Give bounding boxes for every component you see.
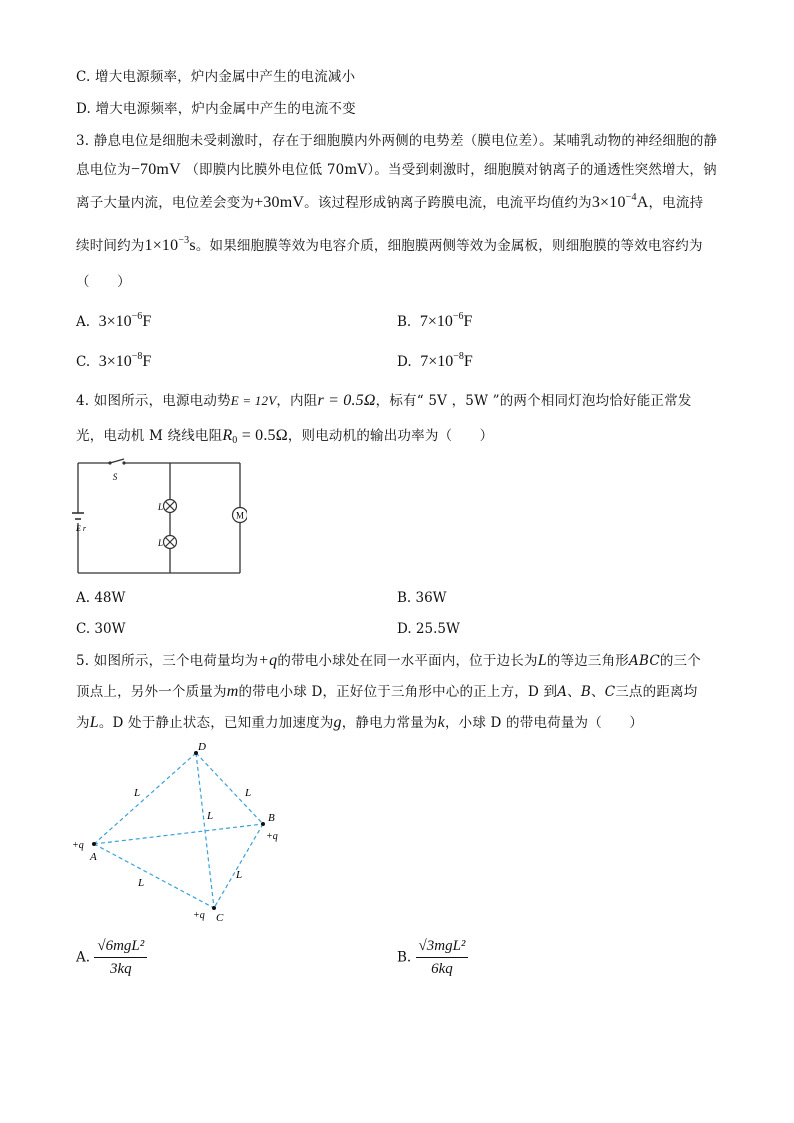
q3-text: 离子大量内流，电位差会变为 xyxy=(76,195,255,211)
q4-option-d[interactable]: D. 25.5W xyxy=(397,621,460,637)
charge-B: +q xyxy=(266,831,278,842)
point-B xyxy=(261,822,265,826)
q4-internal-resistance: r = 0.5Ω xyxy=(317,392,376,409)
point-A xyxy=(92,842,96,846)
label-L-DA: L xyxy=(134,787,141,799)
q4-option-c[interactable]: C. 30W xyxy=(76,621,126,637)
q4-emf: E = 12V xyxy=(230,393,277,408)
motor-label: M xyxy=(235,510,245,521)
switch-label: S xyxy=(112,472,118,482)
q3-text: 。该过程形成钠离子跨膜电流，电流平均值约为 xyxy=(304,195,592,211)
q4-option-b[interactable]: B. 36W xyxy=(397,590,447,606)
q4-option-a[interactable]: A. 48W xyxy=(76,590,126,606)
charge-C: +q xyxy=(193,910,205,921)
lamp-2 xyxy=(164,536,177,549)
lamp2-label: L xyxy=(158,538,164,548)
q3-option-c[interactable]: C. $3\times 10^{-8}F$ xyxy=(76,351,152,370)
source-label: E r xyxy=(76,524,86,533)
q3-resting-potential: −70mV xyxy=(130,161,181,178)
label-L-center: L xyxy=(207,810,214,822)
q3-option-b[interactable]: B. $7\times 10^{-6}F$ xyxy=(397,311,473,330)
label-L-AC: L xyxy=(138,877,145,889)
switch-blade xyxy=(110,459,124,463)
q4-line2: 光，电动机 M 绕线电阻$R_0 = 0.5\Omega$，则电动机的输出功率为（ ） xyxy=(76,427,494,446)
edge-AB xyxy=(94,824,263,844)
q3-text: 。如果细胞膜等效为电容介质，细胞膜两侧等效为金属板，则细胞膜的等效电容约为 xyxy=(195,238,703,254)
q3-current: $3\times 10^{-4}A$ xyxy=(591,192,649,211)
q5-line3: 为L。D 处于静止状态，已知重力加速度为g，静电力常量为k，小球 D 的带电荷量为（ ） xyxy=(76,714,644,731)
edge-AC xyxy=(94,844,214,908)
circuit-diagram xyxy=(72,455,247,580)
edge-DC xyxy=(196,753,214,908)
q3-option-a[interactable]: A. $3\times 10^{-6}F$ xyxy=(76,311,152,330)
label-C: C xyxy=(216,912,224,923)
option-c-prev: C. 增大电源频率，炉内金属中产生的电流减小 xyxy=(76,69,356,85)
edge-DA xyxy=(94,753,196,844)
q3-text: 续时间约为 xyxy=(76,238,145,254)
q3-option-d[interactable]: D. $7\times 10^{-8}F$ xyxy=(397,351,473,370)
q3-line1: 3. 静息电位是细胞未受刺激时，存在于细胞膜内外两侧的电势差（膜电位差）。某哺乳动物的神经细胞的静 xyxy=(76,133,718,149)
q3-line3 xyxy=(76,193,703,213)
edge-BC xyxy=(214,824,263,908)
q4-motor-resistance: $R_0 = 0.5\Omega$ xyxy=(222,427,288,446)
q3-action-potential: +30mV xyxy=(254,194,305,211)
q5-option-a[interactable]: A. $\frac{\text{√6mgL²}}{3kq}$ xyxy=(76,936,147,979)
label-L-BC: L xyxy=(236,869,243,881)
label-D: D xyxy=(198,741,206,753)
q3-text: ，电流持 xyxy=(648,195,704,211)
q3-paren: （ ） xyxy=(76,274,131,290)
q3-line2 xyxy=(76,160,717,180)
label-B: B xyxy=(268,812,275,824)
q3-text: 息电位为 xyxy=(76,162,131,178)
pyramid-diagram xyxy=(70,738,290,923)
q5-line1: 5. 如图所示，三个电荷量均为+q的带电小球处在同一水平面内，位于边长为L的等边三角形ABC的三个 xyxy=(76,652,701,669)
q5-line2: 顶点上，另外一个质量为m的带电小球 D，正好位于三角形中心的正上方，D 到A、B、C三点的距离均 xyxy=(76,683,698,700)
label-A: A xyxy=(90,851,97,863)
point-C xyxy=(212,906,216,910)
q3-line4 xyxy=(76,236,703,256)
lamp1-label: L xyxy=(158,502,164,512)
option-d-prev: D. 增大电源频率，炉内金属中产生的电流不变 xyxy=(76,101,356,117)
charge-A: +q xyxy=(72,840,84,851)
q4-line1: 4. 如图所示，电源电动势E = 12V，内阻r = 0.5Ω，标有“ 5V ，5W ”的两个相同灯泡均恰好能正常发 xyxy=(76,392,692,409)
label-L-DB: L xyxy=(245,787,252,799)
lamp-1 xyxy=(164,500,177,513)
q3-duration: $1\times 10^{-3}s$ xyxy=(144,235,196,254)
q3-text: （即膜内比膜外电位低 70mV）。当受到刺激时，细胞膜对钠离子的通透性突然增大，钠 xyxy=(185,162,717,178)
q5-option-b[interactable]: B. $\frac{\text{√3mgL²}}{6kq}$ xyxy=(397,936,468,979)
